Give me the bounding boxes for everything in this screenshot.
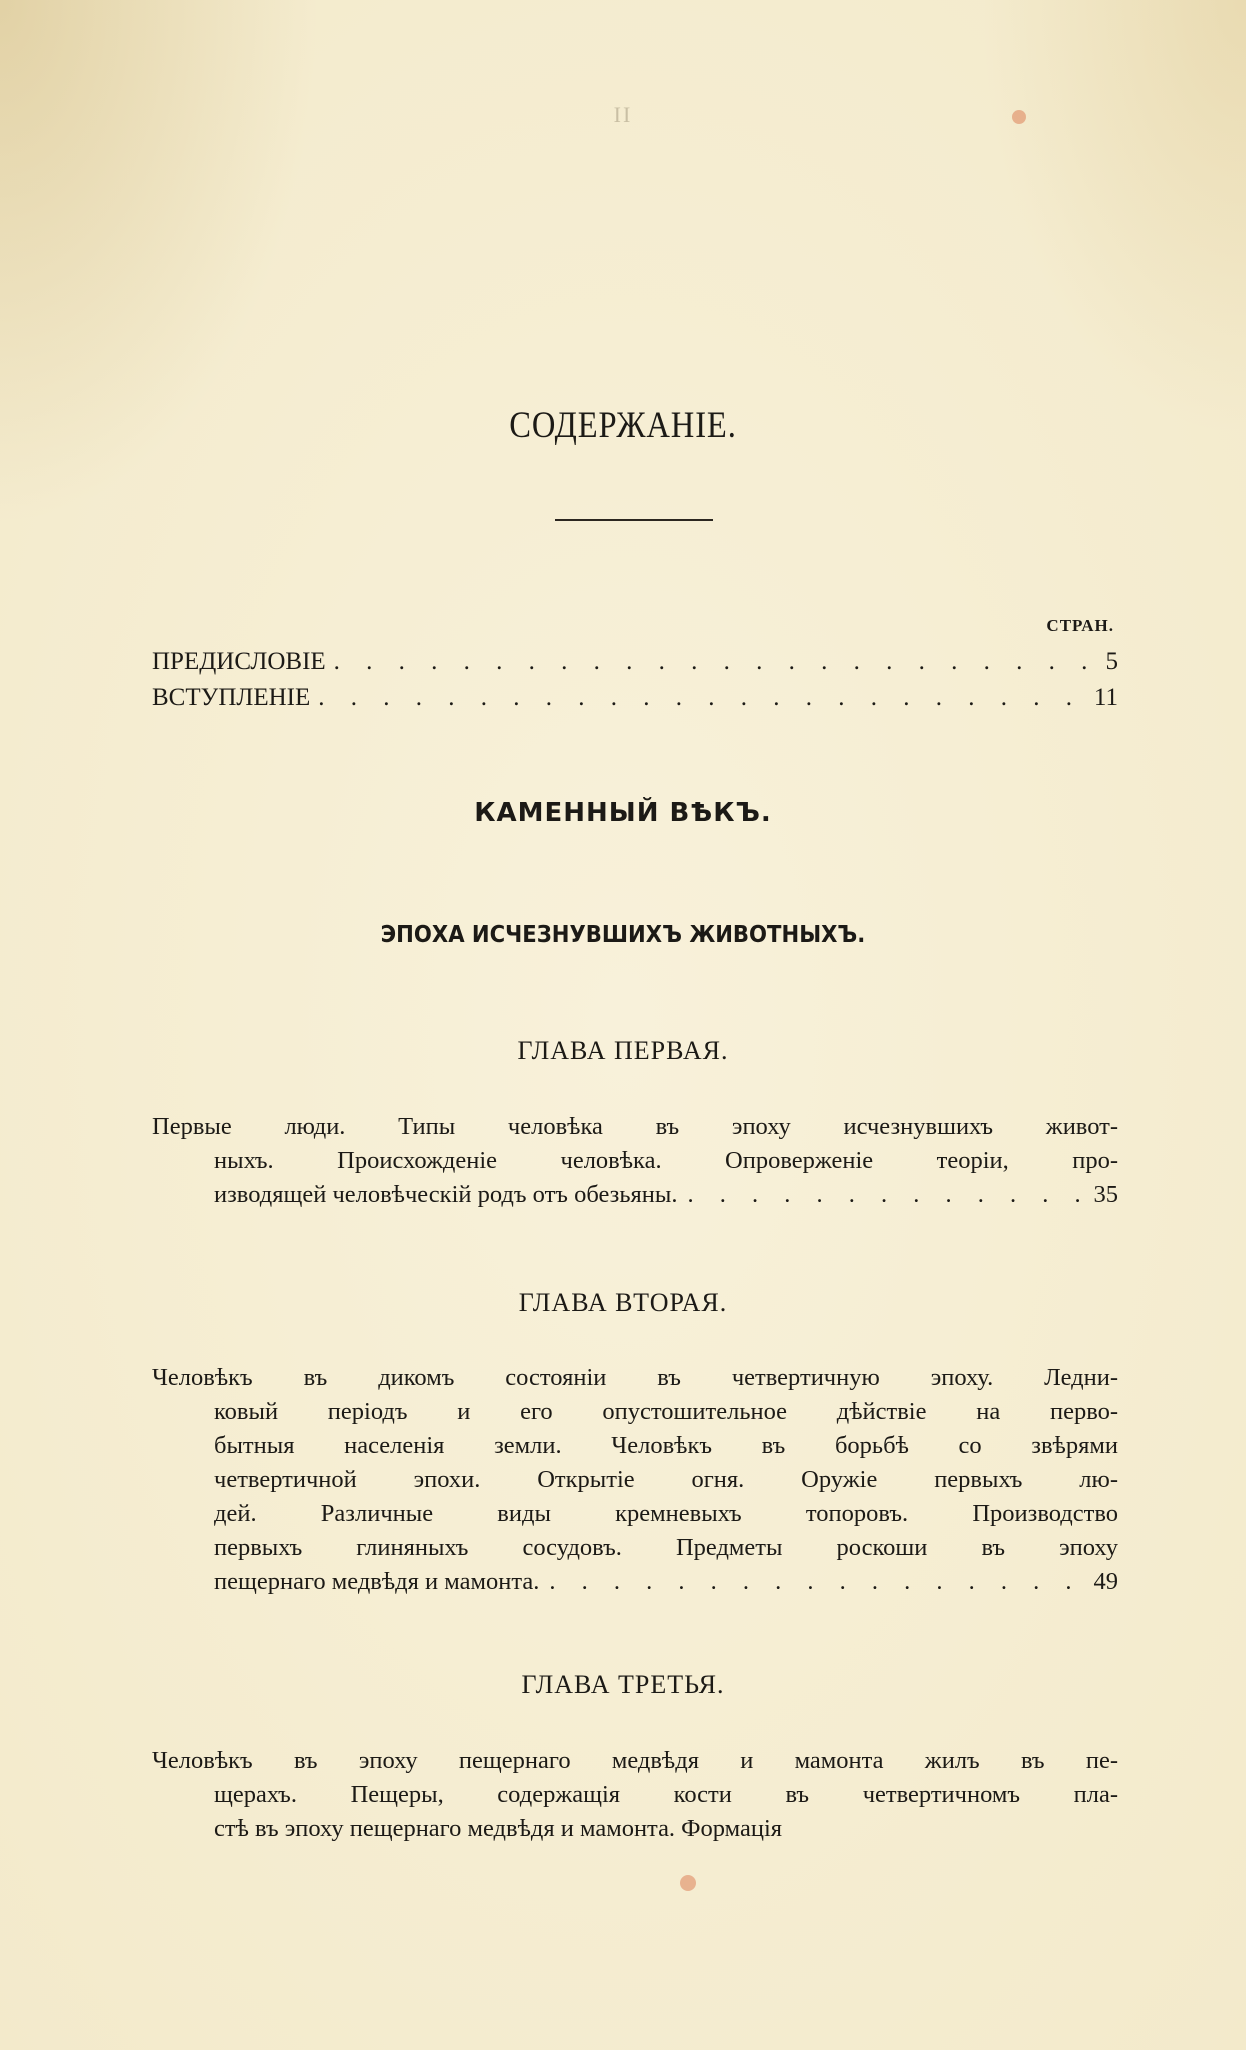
entry-line: щерахъ. Пещеры, содержащія кости въ четвертичномъ пла- bbox=[214, 1781, 1118, 1808]
part-title: КАМЕННЫЙ ВѢКЪ. bbox=[474, 798, 772, 828]
entry-page: 49 bbox=[1093, 1568, 1118, 1595]
entry-last-line bbox=[152, 1178, 1118, 1212]
chapter-entry[interactable] bbox=[152, 1110, 1118, 1212]
entry-line: Человѣкъ въ дикомъ состояніи въ четвертичную эпоху. Ледни- bbox=[152, 1364, 1118, 1391]
entry-line: первыхъ глиняныхъ сосудовъ. Предметы роскоши въ эпоху bbox=[214, 1534, 1118, 1561]
toc-entry-label: ВСТУПЛЕНІЕ bbox=[152, 684, 311, 711]
toc-entry-page: 11 bbox=[1093, 684, 1118, 711]
chapter-entry[interactable] bbox=[152, 1744, 1118, 1846]
entry-line: бытныя населенія земли. Человѣкъ въ борьбѣ со звѣрями bbox=[214, 1432, 1118, 1459]
entry-line: Человѣкъ въ эпоху пещернаго медвѣдя и мамонта жилъ въ пе- bbox=[152, 1747, 1118, 1774]
page-column-label: СТРАН. bbox=[1046, 616, 1114, 635]
chapter-entry[interactable] bbox=[152, 1361, 1118, 1599]
title-rule bbox=[555, 519, 713, 521]
part-subtitle: ЭПОХА ИСЧЕЗНУВШИХЪ ЖИВОТНЫХЪ. bbox=[380, 922, 866, 948]
contents-title: СОДЕРЖАНІЕ. bbox=[509, 405, 737, 446]
leader-dots bbox=[549, 1565, 1083, 1599]
entry-page: 35 bbox=[1093, 1181, 1118, 1208]
entry-line-text: пещернаго медвѣдя и мамонта. bbox=[214, 1568, 540, 1595]
entry-line: ныхъ. Происхожденіе человѣка. Опроверженіе теоріи, про- bbox=[214, 1147, 1118, 1174]
toc-entry-page: 5 bbox=[1105, 648, 1118, 675]
entry-line: четвертичной эпохи. Открытіе огня. Оружіе первыхъ лю- bbox=[214, 1466, 1118, 1493]
entry-line: ковый періодъ и его опустошительное дѣйствіе на перво- bbox=[214, 1398, 1118, 1425]
toc-entry-introduction[interactable] bbox=[152, 684, 1118, 712]
entry-line: дей. Различные виды кремневыхъ топоровъ. Производство bbox=[214, 1500, 1118, 1527]
page-folio: II bbox=[613, 102, 633, 127]
entry-line-text: изводящей человѣческій родъ отъ обезьяны. bbox=[214, 1181, 678, 1208]
entry-last-line bbox=[152, 1565, 1118, 1599]
paper-stain bbox=[1012, 110, 1026, 124]
chapter-heading: ГЛАВА ТРЕТЬЯ. bbox=[521, 1670, 725, 1699]
leader-dots bbox=[687, 1178, 1083, 1212]
leader-dots bbox=[318, 684, 1086, 712]
toc-entry-label: ПРЕДИСЛОВІЕ bbox=[152, 648, 326, 675]
chapter-heading: ГЛАВА ВТОРАЯ. bbox=[518, 1288, 728, 1317]
entry-line: стѣ въ эпоху пещернаго медвѣдя и мамонта. Формація bbox=[214, 1815, 783, 1842]
leader-dots bbox=[334, 648, 1098, 676]
paper-stain bbox=[680, 1875, 696, 1891]
toc-entry-preface[interactable] bbox=[152, 648, 1118, 676]
entry-line: Первые люди. Типы человѣка въ эпоху исчезнувшихъ живот- bbox=[152, 1113, 1118, 1140]
chapter-heading: ГЛАВА ПЕРВАЯ. bbox=[517, 1036, 729, 1065]
